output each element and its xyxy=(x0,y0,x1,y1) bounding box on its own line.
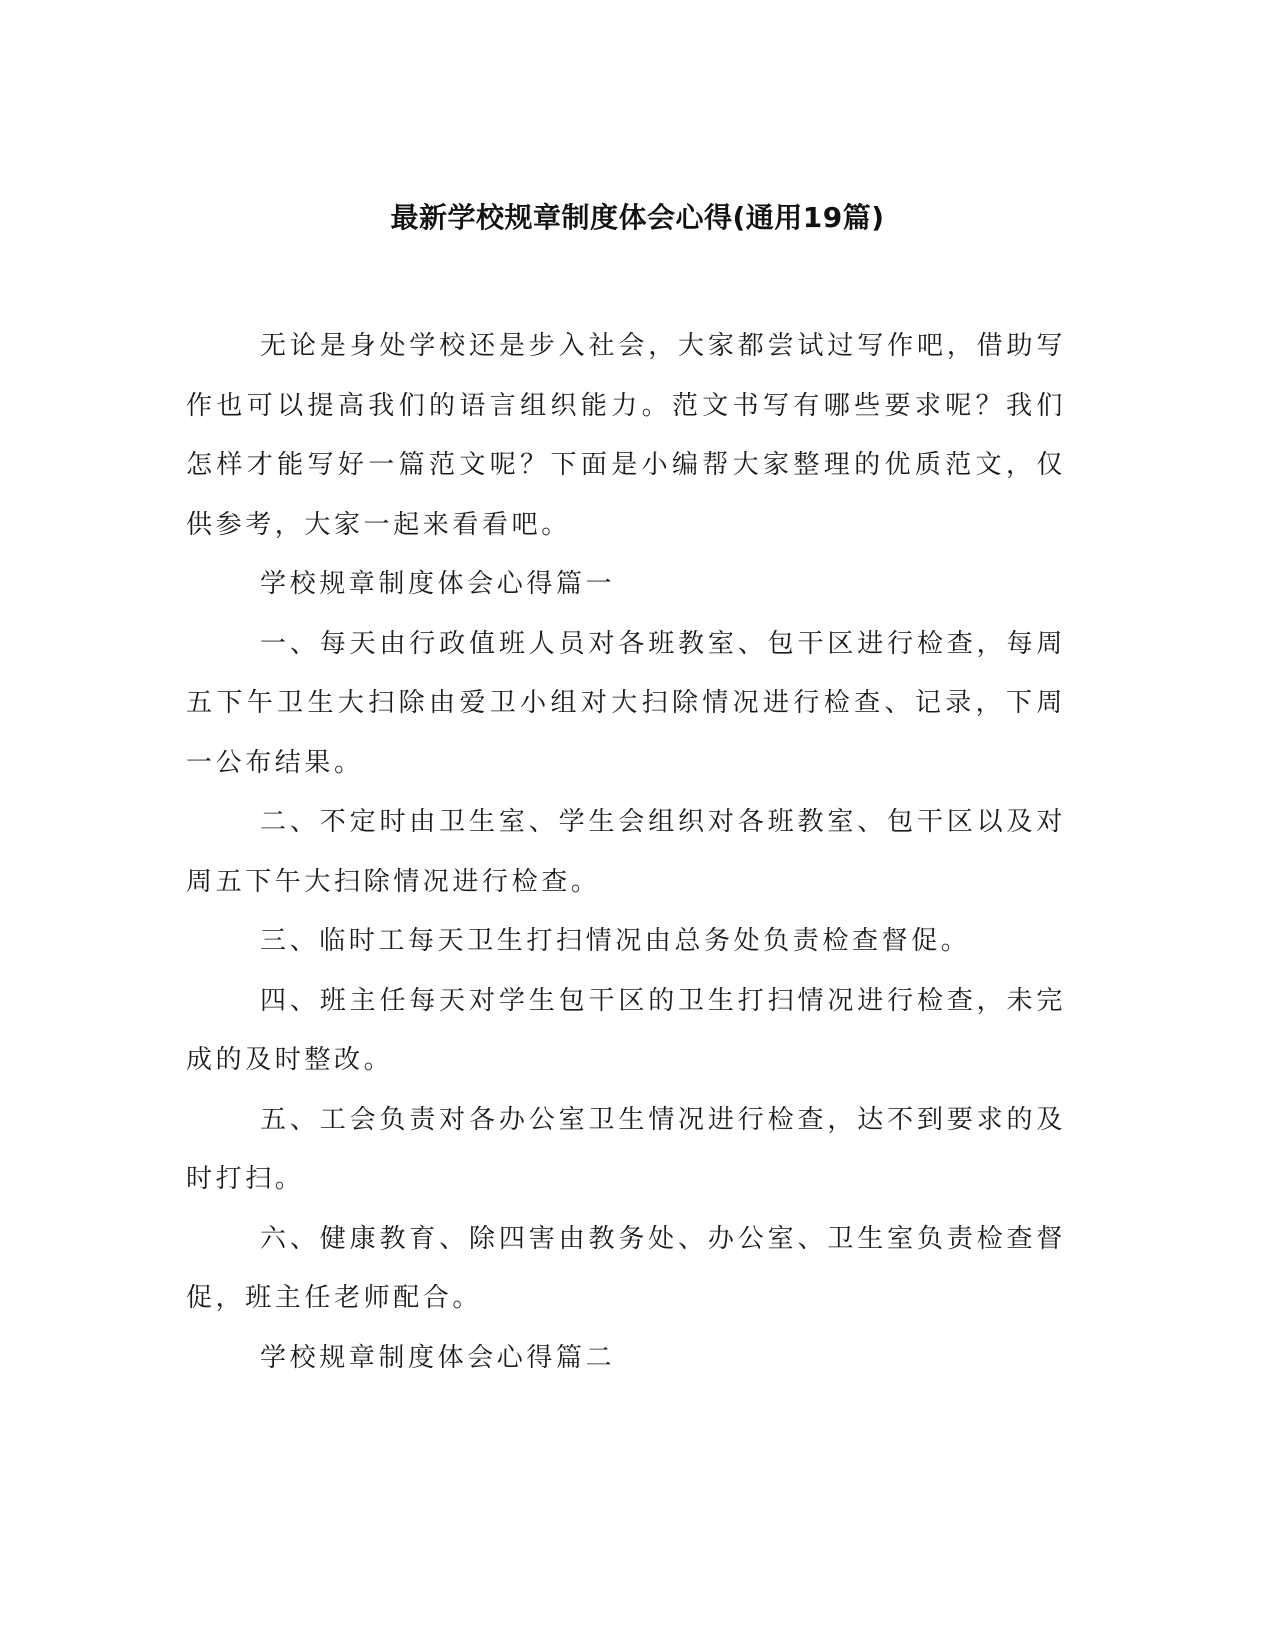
section-heading-1: 学校规章制度体会心得篇一 xyxy=(260,569,616,599)
rule-item-3: 三、临时工每天卫生打扫情况由总务处负责检查督促。 xyxy=(260,926,971,956)
rule-item-1: 一、每天由行政值班人员对各班教室、包干区进行检查，每周五下午卫生大扫除由爱卫小组对大扫除情况进行检查、记录，下周一公布结果。 xyxy=(186,628,1066,778)
rule-item-5: 五、工会负责对各办公室卫生情况进行检查，达不到要求的及时打扫。 xyxy=(186,1104,1066,1194)
intro-paragraph: 无论是身处学校还是步入社会，大家都尝试过写作吧，借助写作也可以提高我们的语言组织能力。范文书写有哪些要求呢？我们怎样才能写好一篇范文呢？下面是小编帮大家整理的优质范文，仅供参考，大家一起来看看吧。 xyxy=(186,331,1066,540)
document-title: 最新学校规章制度体会心得(通用19篇) xyxy=(390,201,885,234)
section-heading-2: 学校规章制度体会心得篇二 xyxy=(260,1342,616,1373)
document-body xyxy=(186,317,1066,1388)
rule-item-6: 六、健康教育、除四害由教务处、办公室、卫生室负责检查督促，班主任老师配合。 xyxy=(186,1223,1066,1313)
rule-item-2: 二、不定时由卫生室、学生会组织对各班教室、包干区以及对周五下午大扫除情况进行检查。 xyxy=(186,807,1066,897)
rule-item-4: 四、班主任每天对学生包干区的卫生打扫情况进行检查，未完成的及时整改。 xyxy=(186,985,1066,1075)
